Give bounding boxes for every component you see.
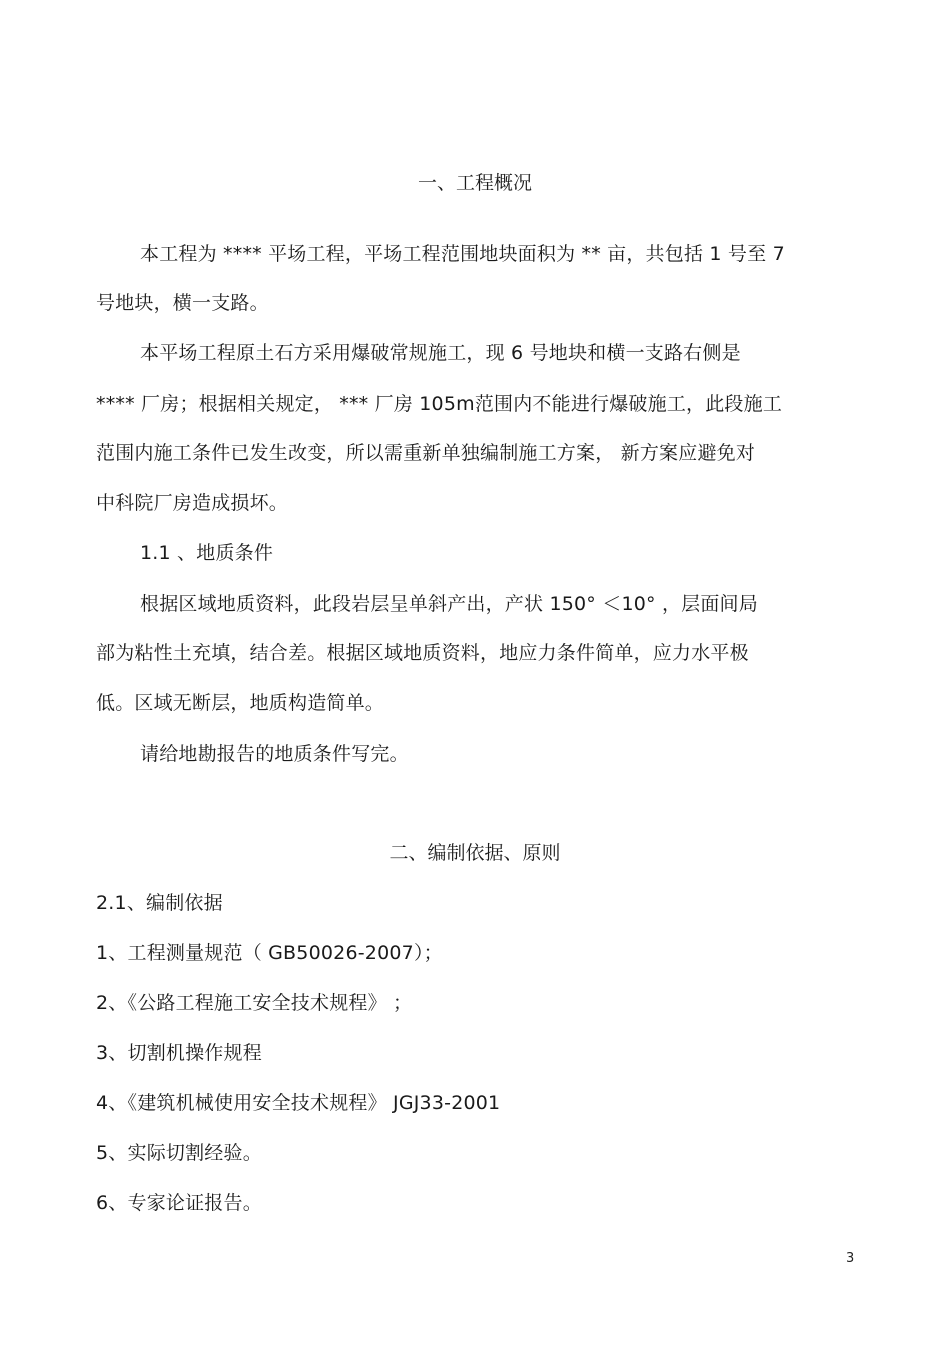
basis-item-5: 5、实际切割经验。: [96, 1142, 262, 1164]
basis-item-1: 1、工程测量规范（ GB50026-2007）；: [96, 942, 443, 964]
paragraph-1-line-1: 本工程为 **** 平场工程，平场工程范围地块面积为 ** 亩，共包括 1 号至 7: [140, 243, 785, 265]
section-1-title: 一、工程概况: [417, 172, 532, 194]
geology-note: 请给地勘报告的地质条件写完。: [140, 743, 409, 765]
basis-item-6: 6、专家论证报告。: [96, 1192, 262, 1214]
basis-item-3: 3、切割机操作规程: [96, 1042, 262, 1064]
subsection-1-1-title: 1.1 、地质条件: [140, 542, 274, 564]
paragraph-2-line-1: 本平场工程原土石方采用爆破常规施工，现 6 号地块和横一支路右侧是: [140, 342, 741, 364]
basis-item-4: 4、《建筑机械使用安全技术规程》 JGJ33-2001: [96, 1092, 501, 1114]
section-2-1-title: 2.1、编制依据: [96, 892, 223, 914]
paragraph-2-line-3: 范围内施工条件已发生改变，所以需重新单独编制施工方案， 新方案应避免对: [96, 442, 756, 464]
basis-item-2: 2、《公路工程施工安全技术规程》 ；: [96, 992, 413, 1014]
paragraph-2-line-4: 中科院厂房造成损坏。: [96, 492, 289, 514]
section-2-title: 二、编制依据、原则: [389, 842, 561, 864]
geology-line-3: 低。区域无断层，地质构造简单。: [96, 692, 385, 714]
geology-line-2: 部为粘性土充填，结合差。根据区域地质资料，地应力条件简单，应力水平极: [96, 642, 749, 664]
paragraph-2-line-2: **** 厂房；根据相关规定， *** 厂房 105m范围内不能进行爆破施工，此段施工: [96, 393, 783, 415]
paragraph-1-line-2: 号地块，横一支路。: [96, 292, 269, 314]
page-number: 3: [846, 1251, 855, 1266]
geology-line-1: 根据区域地质资料，此段岩层呈单斜产出，产状 150° ＜10° ，层面间局: [140, 593, 758, 615]
